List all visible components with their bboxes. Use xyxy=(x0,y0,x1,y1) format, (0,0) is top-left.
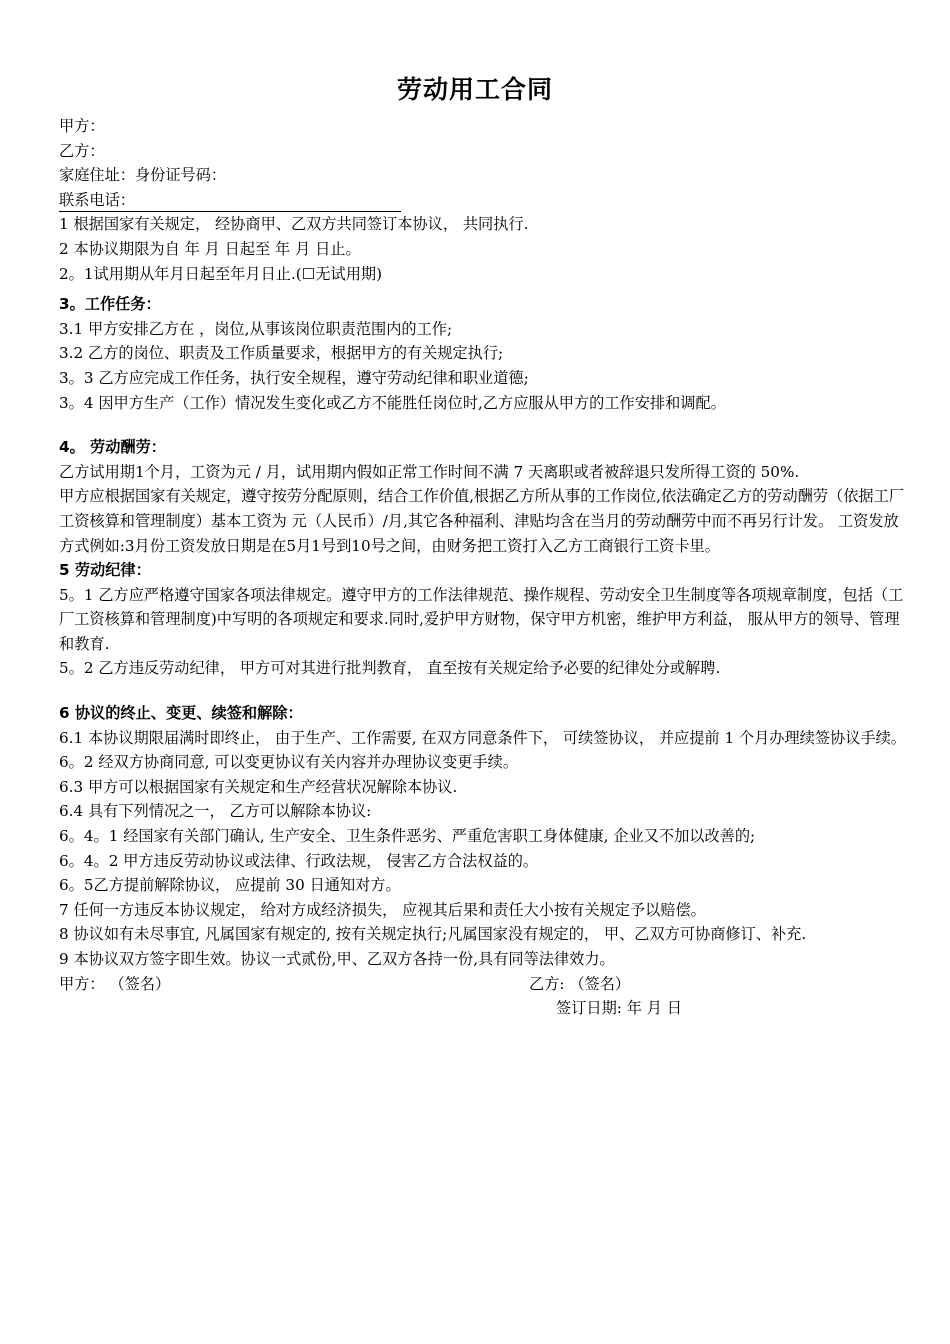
clause-6-2: 6。2 经双方协商同意, 可以变更协议有关内容并办理协议变更手续。 xyxy=(59,753,519,772)
spacer xyxy=(59,415,909,435)
clause-9: 9 本协议双方签字即生效。协议一式贰份,甲、乙双方各持一份,具有同等法律效力。 xyxy=(59,950,615,968)
clause-4-salary: 甲方应根据国家有关规定，遵守按劳分配原则，结合工作价值,根据乙方所从事的工作岗位,依法确定乙方的劳动酬劳（依据工厂工资核算和管理制度）基本工资为 元（人民币）/月,其它各种福利、津贴均含在当月的劳动酬劳中而不再另行计发。 工资发放方式例如:3月份工资发放日期是在5月1号到10号之间，由财务把工资打入乙方工商银行工资卡里。 xyxy=(59,487,904,555)
address-id-line: 家庭住址：身份证号码： xyxy=(59,166,227,185)
party-b-line: 乙方： xyxy=(59,141,105,160)
spacer xyxy=(59,681,909,701)
clause-6-4-1: 6。4。1 经国家有关部门确认, 生产安全、卫生条件恶劣、严重危害职工身体健康, 企业又不加以改善的; xyxy=(59,827,756,846)
section-5-heading: 5 劳动纪律： xyxy=(59,561,151,580)
section-4-heading: 4。 劳动酬劳： xyxy=(59,438,166,457)
clause-5-2: 5。2 乙方违反劳动纪律， 甲方可对其进行批判教育， 直至按有关规定给予必要的纪律处分或解聘. xyxy=(59,659,721,678)
clause-6-1: 6.1 本协议期限届满时即终止， 由于生产、工作需要, 在双方同意条件下， 可续签协议， 并应提前 1 个月办理续签协议手续。 xyxy=(59,728,906,747)
document-title: 劳动用工合同 xyxy=(396,75,553,104)
clause-7: 7 任何一方违反本协议规定， 给对方成经济损失， 应视其后果和责任大小按有关规定予以赔偿。 xyxy=(59,900,706,919)
phone-label: 联系电话： xyxy=(59,190,401,212)
clause-6-4: 6.4 具有下列情况之一， 乙方可以解除本协议: xyxy=(59,802,372,821)
section-3-heading: 3。工作任务： xyxy=(59,295,161,314)
party-a-line: 甲方： xyxy=(59,117,105,135)
signing-date: 签订日期: 年 月 日 xyxy=(556,999,682,1018)
clause-3-4: 3。4 因甲方生产（工作）情况发生变化或乙方不能胜任岗位时,乙方应服从甲方的工作安排和调配。 xyxy=(59,393,726,412)
clause-6-4-2: 6。4。2 甲方违反劳动协议或法律、行政法规， 侵害乙方合法权益的。 xyxy=(59,851,539,870)
contract-body xyxy=(59,114,909,1021)
phone-line xyxy=(59,188,909,213)
clause-6-5: 6。5乙方提前解除协议， 应提前 30 日通知对方。 xyxy=(59,876,401,895)
date-row xyxy=(59,996,909,1021)
clause-5-1: 5。1 乙方应严格遵守国家各项法律规定。遵守甲方的工作法律规范、操作规程、劳动安全卫生制度等各项规章制度，包括（工厂工资核算和管理制度)中写明的各项规定和要求.同时,爱护甲方财物，保守甲方机密，维护甲方利益， 服从甲方的领导、管理和教育. xyxy=(59,585,904,653)
clause-2: 2 本协议期限为自 年 月 日起至 年 月 日止。 xyxy=(59,239,361,258)
party-a-signature: 甲方： （签名） xyxy=(59,974,171,993)
clause-6-3: 6.3 甲方可以根据国家有关规定和生产经营状况解除本协议. xyxy=(59,777,458,796)
clause-2-1: 2。1试用期从年月日起至年月日止.(☐无试用期) xyxy=(59,264,382,283)
clause-3-2: 3.2 乙方的岗位、职责及工作质量要求，根据甲方的有关规定执行; xyxy=(59,344,504,363)
clause-4-probation: 乙方试用期1个月，工资为元 / 月，试用期内假如正常工作时间不满 7 天离职或者被辞退只发所得工资的 50%. xyxy=(59,462,800,481)
section-6-heading: 6 协议的终止、变更、续签和解除： xyxy=(59,704,303,723)
clause-3-3: 3。3 乙方应完成工作任务，执行安全规程，遵守劳动纪律和职业道德; xyxy=(59,368,529,387)
clause-1: 1 根据国家有关规定， 经协商甲、乙双方共同签订本协议， 共同执行. xyxy=(59,215,529,234)
clause-8: 8 协议如有未尽事宜, 凡属国家有规定的, 按有关规定执行;凡属国家没有规定的， 甲、乙双方可协商修订、补充. xyxy=(59,925,807,944)
party-b-signature: 乙方: （签名） xyxy=(529,974,631,993)
clause-3-1: 3.1 甲方安排乙方在 ，岗位,从事该岗位职责范围内的工作; xyxy=(59,319,453,338)
signature-row xyxy=(59,972,909,997)
